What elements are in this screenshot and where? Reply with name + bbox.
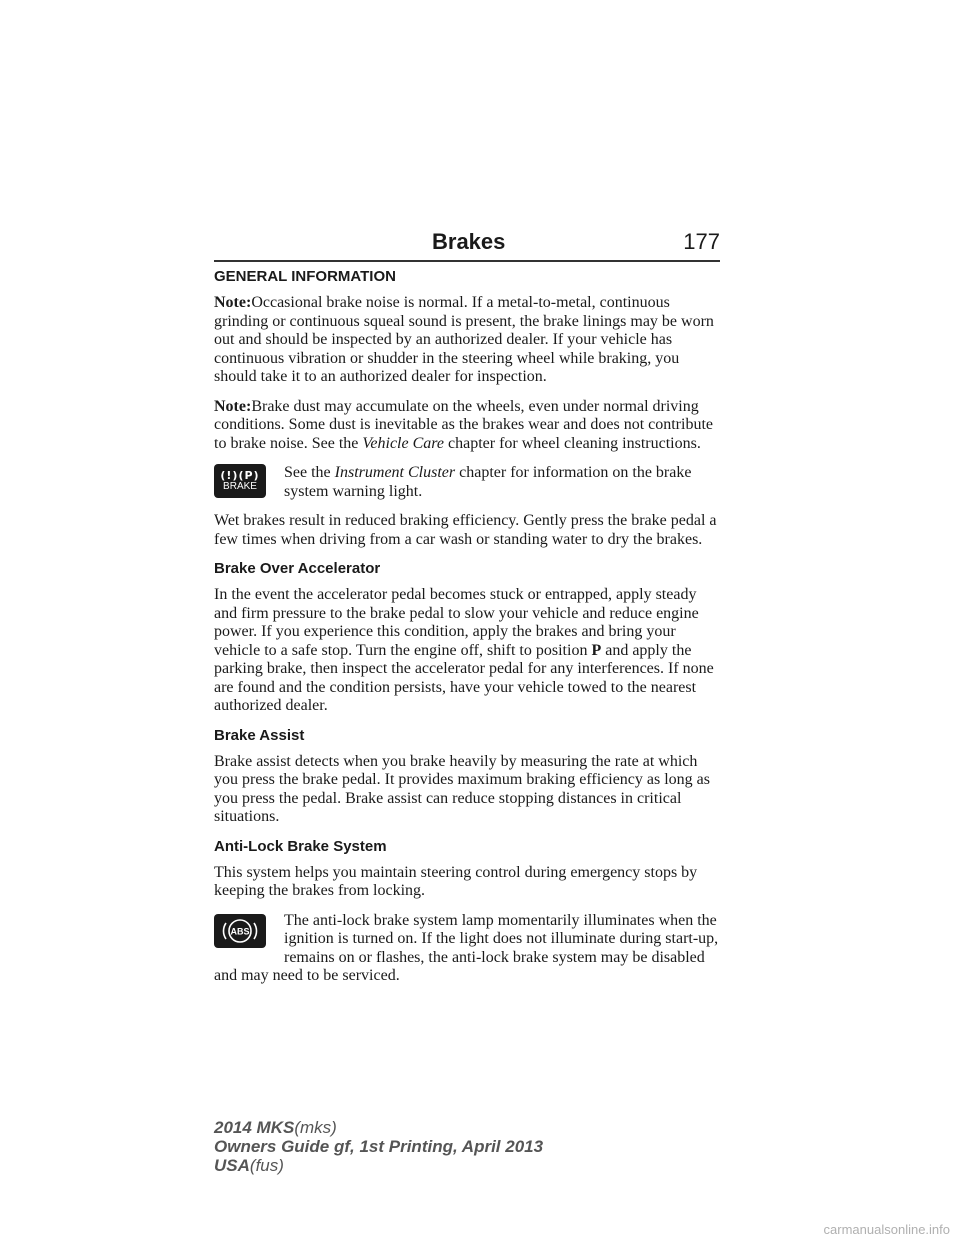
footer-market-code: (fus) [249, 1156, 284, 1175]
abs-lamp-row [214, 912, 720, 986]
note-brake-dust-text-b: chapter for wheel cleaning instructions. [444, 434, 701, 452]
note-brake-noise-text: Occasional brake noise is normal. If a metal-to-metal, continuous grinding or continuous squeal sound is present, the brake linings may be worn out and should be inspected by an authorized dealer. If your vehicle has continuous vibration or shudder in the steering wheel while braking, you should take it to an authorized dealer for inspection. [214, 294, 714, 385]
brake-over-text-a: In the event the accelerator pedal becomes stuck or entrapped, apply steady and firm pressure to the brake pedal to slow your vehicle and reduce engine power. If you experience this condition, apply the brakes and bring your vehicle to a safe stop. Turn the engine off, shift to position [214, 586, 699, 659]
abs-warning-icon [214, 914, 266, 948]
heading-general-information: GENERAL INFORMATION [214, 268, 396, 285]
wet-brakes-paragraph: Wet brakes result in reduced braking efficiency. Gently press the brake pedal a few times when driving from a car wash or standing water to dry the brakes. [214, 512, 717, 548]
abs-intro-paragraph: This system helps you maintain steering control during emergency stops by keeping the brakes from locking. [214, 863, 698, 899]
brake-over-text-b: and apply the parking brake, then inspect the accelerator pedal for any interferences. If none are found and the condition persists, have your vehicle towed to the nearest authorized dealer. [214, 641, 714, 714]
note-label: Note: [214, 397, 252, 415]
vehicle-care-link: Vehicle Care [362, 434, 445, 452]
footer-model-code: (mks) [294, 1118, 337, 1137]
park-position-letter: P [591, 641, 602, 659]
brake-assist-paragraph: Brake assist detects when you brake heavily by measuring the rate at which you press the brake pedal. It provides maximum braking efficiency as long as you press the pedal. Brake assist can reduce stopping distances in critical situations. [214, 752, 711, 825]
brake-warning-text-a: See the [284, 464, 335, 481]
brake-warning-text-b: chapter for information on the brake system warning light. [284, 464, 692, 500]
note-brake-noise [214, 294, 720, 387]
brake-warning-label: BRAKE [223, 480, 257, 492]
abs-lamp-paragraph: The anti-lock brake system lamp momentarily illuminates when the ignition is turned on. If the light does not illuminate during start-up, remains on or flashes, the anti-lock brake system may be disabled and may need to be serviced. [214, 911, 719, 984]
page-content [214, 268, 720, 986]
note-brake-dust-text-a: Brake dust may accumulate on the wheels, even under normal driving conditions. Some dust is inevitable as the brakes wear and does not contribute to brake noise. See the [214, 397, 713, 452]
brake-warning-text [284, 464, 720, 501]
brake-over-accelerator-paragraph [214, 586, 720, 716]
chapter-title: Brakes [432, 229, 506, 254]
abs-icon-label: ABS [230, 926, 250, 936]
header-divider [214, 260, 720, 262]
document-footer [214, 1118, 543, 1175]
heading-brake-assist: Brake Assist [214, 726, 305, 744]
note-brake-dust [214, 398, 720, 454]
page-header [214, 229, 720, 263]
footer-line-model [214, 1118, 543, 1137]
watermark: carmanualsonline.info [823, 1222, 950, 1237]
instrument-cluster-link: Instrument Cluster [334, 464, 456, 481]
footer-line-market [214, 1156, 543, 1175]
brake-warning-symbols: (!)(P) [220, 469, 260, 482]
brake-warning-row [214, 464, 720, 501]
brake-warning-icon [214, 464, 266, 498]
footer-model: 2014 MKS [214, 1118, 295, 1137]
note-label: Note: [214, 294, 252, 311]
heading-anti-lock-brake-system: Anti-Lock Brake System [214, 837, 387, 855]
footer-line-guide: Owners Guide gf, 1st Printing, April 2013 [214, 1137, 544, 1156]
heading-brake-over-accelerator: Brake Over Accelerator [214, 560, 381, 577]
footer-market: USA [214, 1156, 250, 1175]
page-number: 177 [683, 229, 720, 254]
